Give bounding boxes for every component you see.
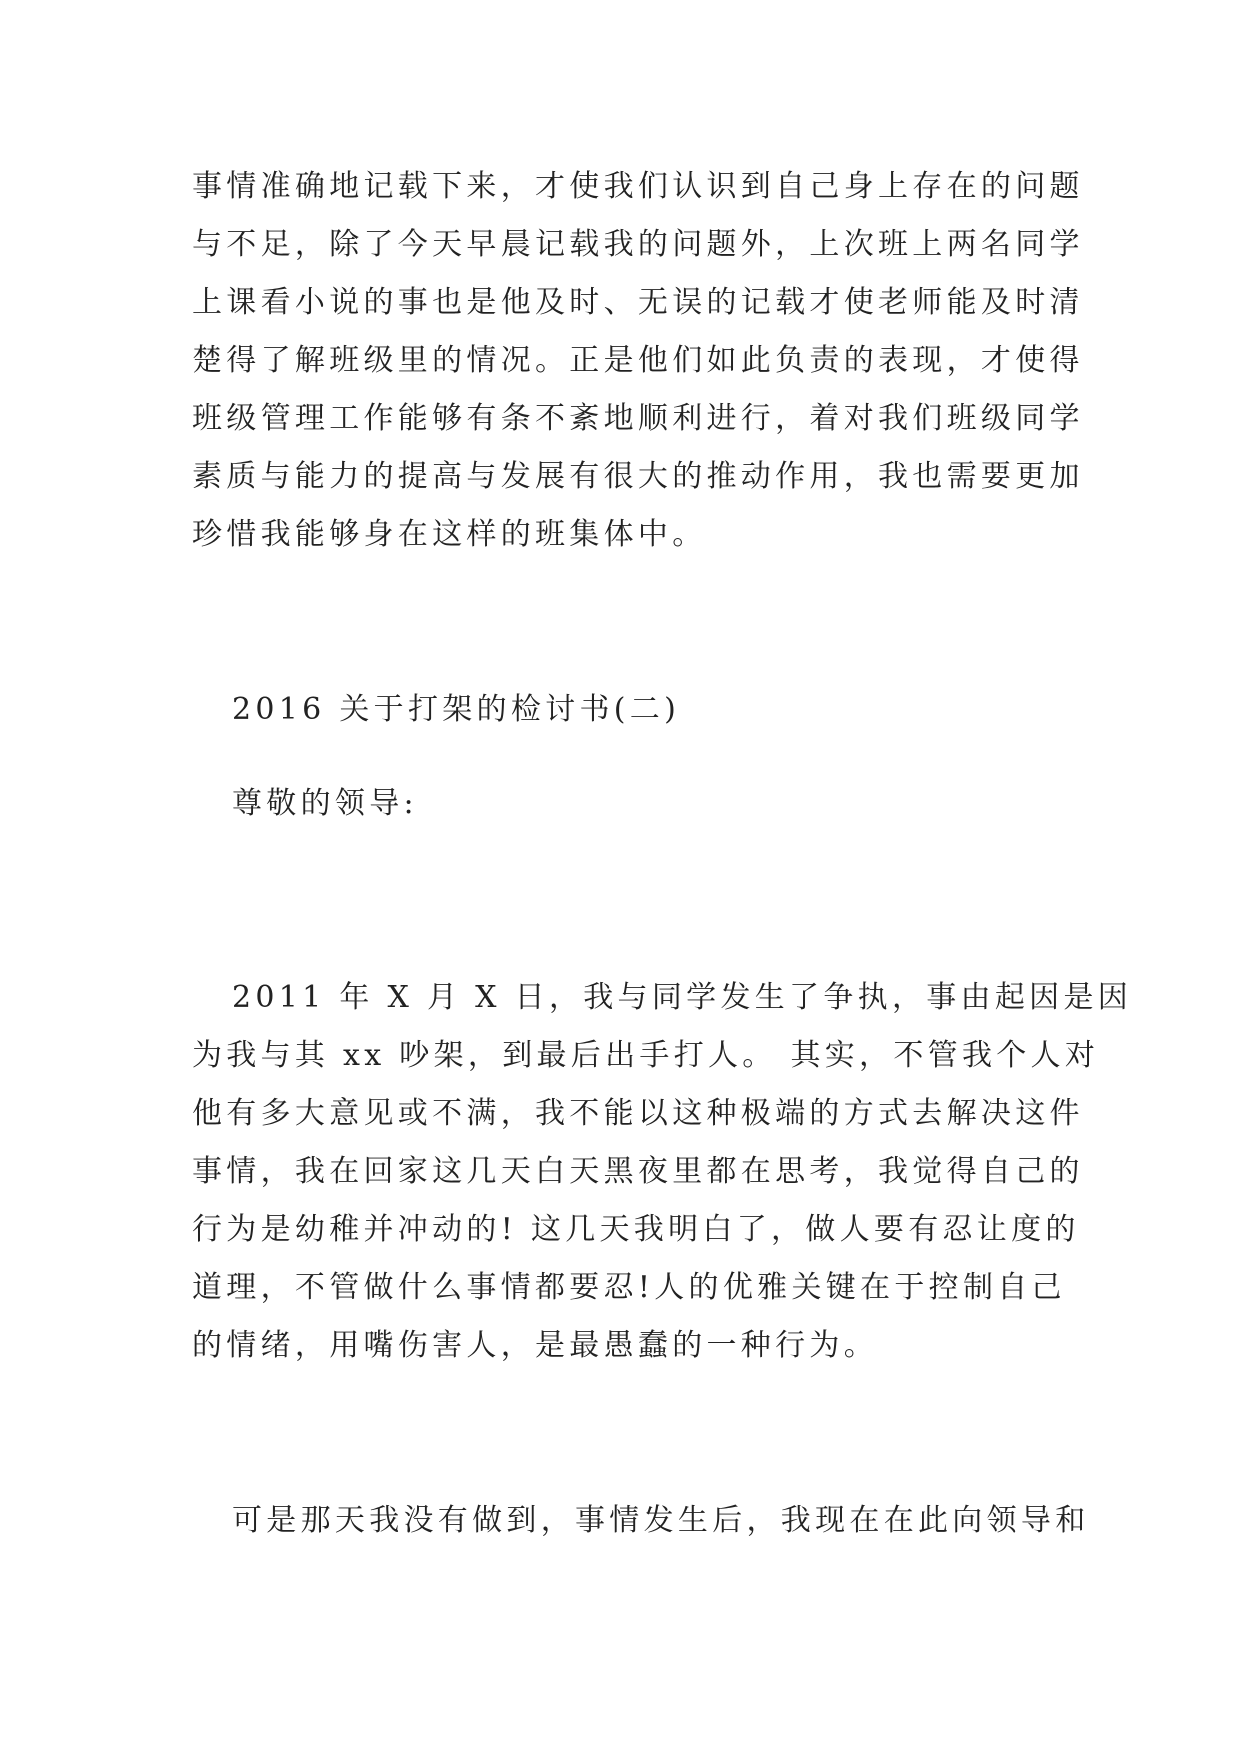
paragraph-line: 珍惜我能够身在这样的班集体中。 <box>192 517 707 552</box>
paragraph-line: 2011 年 X 月 X 日，我与同学发生了争执，事由起因是因 <box>232 980 1133 1015</box>
paragraph-line: 的情绪，用嘴伤害人，是最愚蠢的一种行为。 <box>192 1328 878 1363</box>
paragraph-line: 行为是幼稚并冲动的! 这几天我明白了，做人要有忍让度的 <box>192 1212 1080 1247</box>
paragraph-line: 可是那天我没有做到，事情发生后，我现在在此向领导和 <box>232 1503 1090 1538</box>
paragraph-line: 上课看小说的事也是他及时、无误的记载才使老师能及时清 <box>192 285 1084 320</box>
paragraph-line: 与不足，除了今天早晨记载我的问题外，上次班上两名同学 <box>192 227 1084 262</box>
paragraph-line: 为我与其 xx 吵架，到最后出手打人。 其实，不管我个人对 <box>192 1038 1100 1073</box>
paragraph-line: 素质与能力的提高与发展有很大的推动作用，我也需要更加 <box>192 459 1084 494</box>
paragraph-line: 楚得了解班级里的情况。正是他们如此负责的表现，才使得 <box>192 343 1084 378</box>
paragraph-line: 事情，我在回家这几天白天黑夜里都在思考，我觉得自己的 <box>192 1154 1084 1189</box>
section-title: 2016 关于打架的检讨书(二) <box>232 692 681 727</box>
salutation: 尊敬的领导: <box>232 786 418 821</box>
paragraph-line: 事情准确地记载下来，才使我们认识到自己身上存在的问题 <box>192 169 1084 204</box>
paragraph-line: 班级管理工作能够有条不紊地顺利进行，着对我们班级同学 <box>192 401 1084 436</box>
paragraph-line: 他有多大意见或不满，我不能以这种极端的方式去解决这件 <box>192 1096 1084 1131</box>
paragraph-line: 道理，不管做什么事情都要忍!人的优雅关键在于控制自己 <box>192 1270 1066 1305</box>
